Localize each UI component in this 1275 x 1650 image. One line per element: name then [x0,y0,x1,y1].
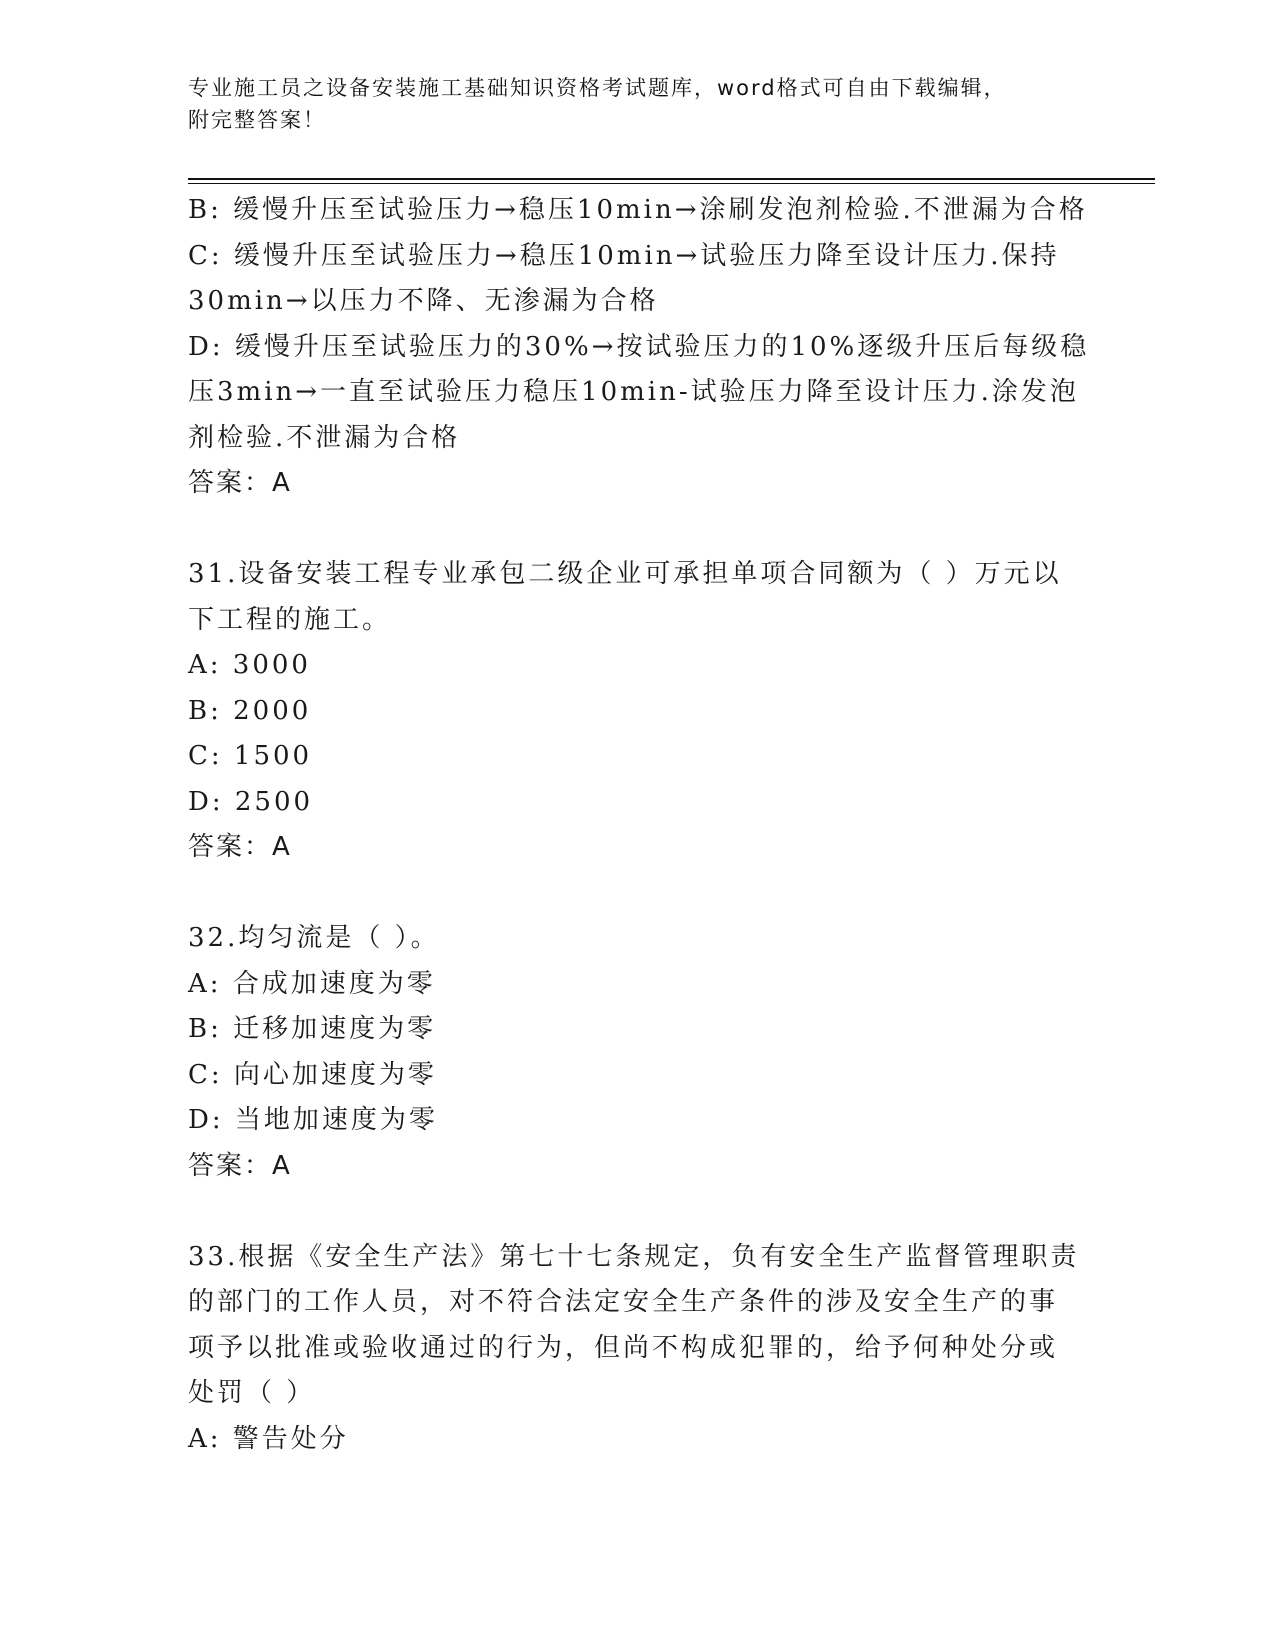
q31-option-c: C: 1500 [188,741,313,771]
header-divider-thick [188,178,1155,180]
q33-stem-line-4: 处罚（ ） [188,1378,316,1408]
header-line-2: 附完整答案！ [188,108,326,132]
q32-stem: 32.均匀流是（ ）。 [188,923,440,953]
q32-answer: 答案：A [188,1150,292,1181]
q31-option-b: B: 2000 [188,695,312,726]
question-31-block [188,552,1088,871]
q33-stem-line-2: 的部门的工作人员，对不符合法定安全生产条件的涉及安全生产的事 [188,1287,1059,1317]
question-content [188,188,1088,1462]
q33-stem-line-3: 项予以批准或验收通过的行为，但尚不构成犯罪的，给予何种处分或 [188,1332,1059,1363]
spacer [188,871,1088,917]
q30-option-c-line-2: 30min→以压力不降、无渗漏为合格 [188,286,659,316]
q30-answer: 答案：A [188,468,292,498]
q32-option-a: A: 合成加速度为零 [188,968,436,999]
q30-option-d-line-3: 剂检验.不泄漏为合格 [188,422,461,453]
q30-option-b: B: 缓慢升压至试验压力→稳压10min→涂刷发泡剂检验.不泄漏为合格 [188,195,1088,225]
q31-option-a: A: 3000 [188,650,311,680]
spacer [188,1189,1088,1235]
q33-option-a: A: 警告处分 [188,1423,349,1454]
q31-answer: 答案：A [188,832,292,862]
q32-option-d: D: 当地加速度为零 [188,1105,438,1135]
q32-option-c: C: 向心加速度为零 [188,1059,437,1090]
q31-stem-line-2: 下工程的施工。 [188,604,392,635]
q31-stem-line-1: 31.设备安装工程专业承包二级企业可承担单项合同额为（ ）万元以 [188,559,1062,589]
spacer [188,507,1088,553]
q31-option-d: D: 2500 [188,786,314,817]
document-header [188,72,1068,136]
q32-option-b: B: 迁移加速度为零 [188,1014,437,1044]
question-30-block [188,188,1088,507]
header-divider-thin [188,183,1155,184]
q30-option-d-line-2: 压3min→一直至试验压力稳压10min-试验压力降至设计压力.涂发泡 [188,377,1079,407]
question-32-block [188,916,1088,1189]
q30-option-c-line-1: C: 缓慢升压至试验压力→稳压10min→试验压力降至设计压力.保持 [188,240,1060,271]
q30-option-d-line-1: D: 缓慢升压至试验压力的30%→按试验压力的10%逐级升压后每级稳 [188,331,1090,362]
header-line-1: 专业施工员之设备安装施工基础知识资格考试题库，word格式可自由下载编辑， [188,76,1007,100]
q33-stem-line-1: 33.根据《安全生产法》第七十七条规定，负有安全生产监督管理职责 [188,1241,1080,1272]
question-33-block [188,1235,1088,1463]
